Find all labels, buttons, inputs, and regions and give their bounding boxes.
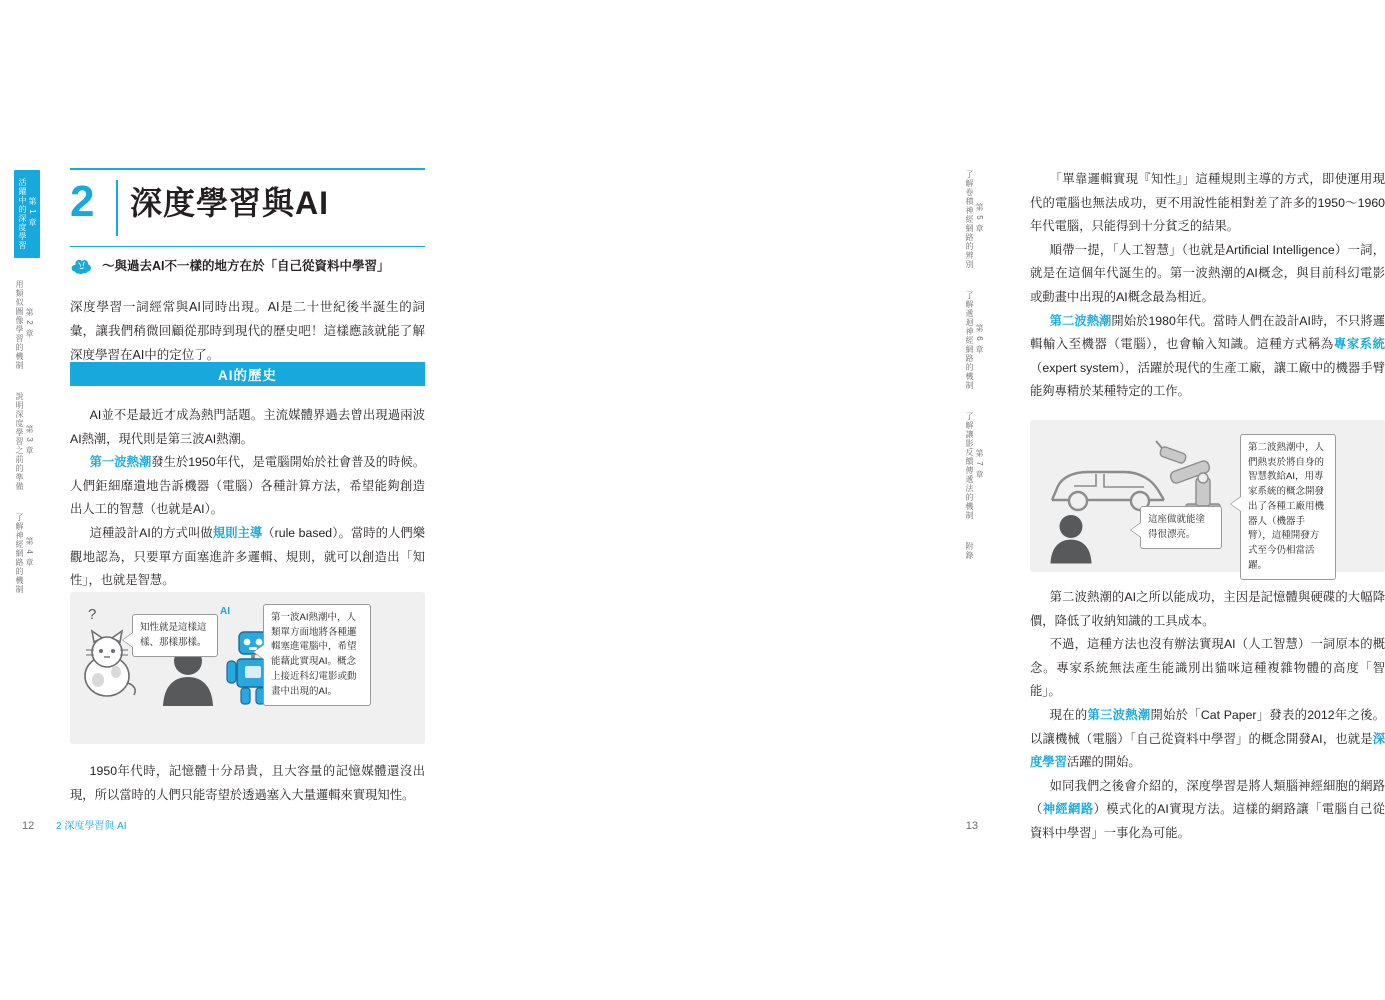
sidebar-item-chapter-6[interactable] bbox=[964, 291, 984, 390]
person-silhouette-icon bbox=[1048, 512, 1094, 564]
paragraph-third-wave bbox=[1030, 704, 1385, 775]
right-page bbox=[500, 0, 1385, 1000]
paragraph-mid: 開始於「Cat Paper」發表的2012年之後。以讓機械（電腦）「自己從資料中學習」的概念開發AI，也就是 bbox=[1030, 708, 1385, 746]
tab-label: 用類似圖像學習的機制 bbox=[15, 280, 24, 370]
highlight-term-expert-system: 專家系統 bbox=[1333, 337, 1385, 352]
tab-label: 了解神經網路的機制 bbox=[15, 513, 24, 594]
paragraph-rule-based bbox=[70, 522, 425, 593]
page-title: 深度學習與AI bbox=[130, 185, 330, 221]
highlight-term-second-wave: 第二波熱潮 bbox=[1049, 313, 1112, 328]
highlight-term-deep-learning: 深度學習 bbox=[1030, 731, 1385, 770]
paragraph-tail: （rule based）。當時的人們樂觀地認為，只要單方面塞進許多邏輯、規則，就可以創造出「知性」，也就是智慧。 bbox=[70, 526, 425, 588]
tab-label: 了解讓影反饋傳遞法的機制 bbox=[965, 412, 974, 520]
paragraph-second-wave bbox=[1030, 310, 1385, 404]
chapter-header bbox=[70, 168, 425, 275]
sidebar-item-chapter-7[interactable] bbox=[964, 412, 984, 520]
question-mark-icon: ? bbox=[88, 606, 97, 623]
sidebar-item-chapter-3[interactable] bbox=[14, 392, 34, 491]
paragraph-tail: （expert system），活躍於現代的生產工廠，讓工廠中的機器手臂能夠專精於某種特定的工作。 bbox=[1030, 360, 1385, 399]
chapter-number: 2 bbox=[70, 177, 95, 226]
right-side-tabs bbox=[964, 170, 986, 582]
lead-paragraph: 深度學習一詞經常與AI同時出現。AI是二十世紀後半誕生的詞彙，讓我們稍微回顧從那時到現代的歷史吧！這樣應該就能了解深度學習在AI中的定位了。 bbox=[70, 300, 425, 362]
figure-rule-based-ai bbox=[70, 592, 425, 744]
highlight-term-neural-network: 神經網路 bbox=[1042, 802, 1094, 817]
page-number-right: 13 bbox=[965, 820, 978, 832]
rule-bottom bbox=[70, 246, 425, 247]
sidebar-item-chapter-4[interactable] bbox=[14, 513, 34, 594]
highlight-term-rule-based: 規則主導 bbox=[212, 526, 263, 541]
tab-label: 說明深度學習之前的準備 bbox=[15, 392, 24, 491]
highlight-term-first-wave: 第一波熱潮 bbox=[89, 455, 152, 470]
ai-label: AI bbox=[220, 606, 230, 617]
paragraph-mid: 開始於1980年代。當時人們在設計AI時，不只將邏輯輸入至機器（電腦），也會輸入知識。這種方式稱為 bbox=[1030, 313, 1385, 352]
paragraph: 1950年代時，記憶體十分昂貴，且大容量的記憶媒體還沒出現，所以當時的人們只能寄望於透過塞入大量邏輯來實現知性。 bbox=[70, 764, 425, 802]
brain-icon bbox=[70, 255, 96, 275]
paragraph-tail: ）模式化的AI實現方法。這樣的網路讓「電腦自己從資料中學習」一事化為可能。 bbox=[1030, 802, 1385, 841]
paragraph-lead-in: 這種設計AI的方式叫做 bbox=[89, 526, 213, 541]
tab-number: 第 7 章 bbox=[975, 449, 984, 479]
sidebar-item-appendix[interactable] bbox=[964, 542, 974, 560]
right-column-text-top bbox=[1030, 168, 1385, 404]
paragraph-rest: 發生於1950年代，是電腦開始於社會普及的時候。人們鉅細靡遺地告訴機器（電腦）各種計算方法，希望能夠創造出人工的智慧（也就是AI）。 bbox=[70, 455, 425, 517]
sidebar-item-chapter-2[interactable] bbox=[14, 280, 34, 370]
left-page bbox=[0, 0, 500, 1000]
highlight-term-third-wave: 第三波熱潮 bbox=[1087, 708, 1151, 723]
paragraph: 「單靠邏輯實現『知性』」這種規則主導的方式，即使運用現代的電腦也無法成功，更不用說性能相對差了許多的1950～1960年代電腦，只能得到十分貧乏的結果。 bbox=[1030, 172, 1385, 234]
right-column-text-bottom bbox=[1030, 586, 1385, 846]
tab-number: 第 5 章 bbox=[975, 202, 984, 233]
paragraph: 不過，這種方法也沒有辦法實現AI（人工智慧）一詞原本的概念。專家系統無法產生能識別出貓咪這種複雜物體的高度「智能」。 bbox=[1030, 637, 1385, 699]
running-foot-left: 2 深度學習與 AI bbox=[56, 821, 127, 832]
section-bar-history bbox=[70, 362, 425, 386]
paragraph: 順帶一提，「人工智慧」（也就是Artificial Intelligence）一詞，就是在這個年代誕生的。第一波熱潮的AI概念，與目前科幻電影或動畫中出現的AI概念最為相近。 bbox=[1030, 242, 1385, 305]
paragraph-lead-in: 如同我們之後會介紹的，深度學習是將人類腦神經細胞的網路（ bbox=[1030, 778, 1385, 817]
paragraph: AI並不是最近才成為熱門話題。主流媒體界過去曾出現過兩波AI熱潮，現代則是第三波AI熱潮。 bbox=[70, 408, 425, 446]
paragraph-with-highlight bbox=[70, 451, 425, 522]
sidebar-item-chapter-1[interactable] bbox=[14, 170, 40, 258]
bubble-worker: 這座做就能塗得很漂亮。 bbox=[1140, 506, 1222, 549]
tab-label: 活躍中的深度學習 bbox=[18, 178, 27, 250]
tab-number: 第 2 章 bbox=[25, 308, 34, 338]
paragraph-tail: 活躍的開始。 bbox=[1066, 755, 1141, 770]
chapter-divider bbox=[116, 180, 118, 236]
section-bar-label: AI的歷史 bbox=[218, 368, 277, 383]
figure-expert-system bbox=[1030, 420, 1385, 572]
chapter-subtitle-row bbox=[70, 255, 425, 275]
tab-number: 第 6 章 bbox=[975, 323, 984, 354]
tab-number: 第 1 章 bbox=[28, 197, 37, 227]
tab-number: 第 4 章 bbox=[25, 536, 34, 567]
page-number-left: 12 bbox=[22, 820, 35, 832]
paragraph-neural-net bbox=[1030, 775, 1385, 846]
paragraph: 第二波熱潮的AI之所以能成功，主因是記憶體與硬碟的大幅降價，降低了收納知識的工具成本。 bbox=[1030, 590, 1385, 628]
bubble-explanation: 第一波AI熱潮中，人類單方面地將各種邏輯塞進電腦中，希望能藉此實現AI。概念上接近科幻電影或動畫中出現的AI。 bbox=[263, 604, 371, 706]
tab-label: 了解卷積神經網路的辨別 bbox=[965, 170, 974, 269]
bubble-explanation-right: 第二波熱潮中，人們熱衷於將自身的智慧教給AI，用專家系統的概念開發出了各種工廠用機器人（機器手臂），這種開發方式至今仍相當活躍。 bbox=[1240, 434, 1336, 580]
paragraph-lead-in: 現在的 bbox=[1049, 708, 1088, 723]
left-column-text-bottom bbox=[70, 760, 425, 807]
chapter-subtitle: ～與過去AI不一樣的地方在於「自己從資料中學習」 bbox=[102, 259, 390, 273]
tab-label: 附錄 bbox=[965, 542, 974, 560]
left-side-tabs bbox=[14, 170, 36, 616]
sidebar-item-chapter-5[interactable] bbox=[964, 170, 984, 269]
bubble-human-teaching: 知性就是這樣這樣、那樣那樣。 bbox=[132, 614, 218, 657]
tab-number: 第 3 章 bbox=[25, 424, 34, 455]
left-column-text-top bbox=[70, 404, 425, 593]
tab-label: 了解遞迴神經網路的機制 bbox=[965, 291, 974, 390]
